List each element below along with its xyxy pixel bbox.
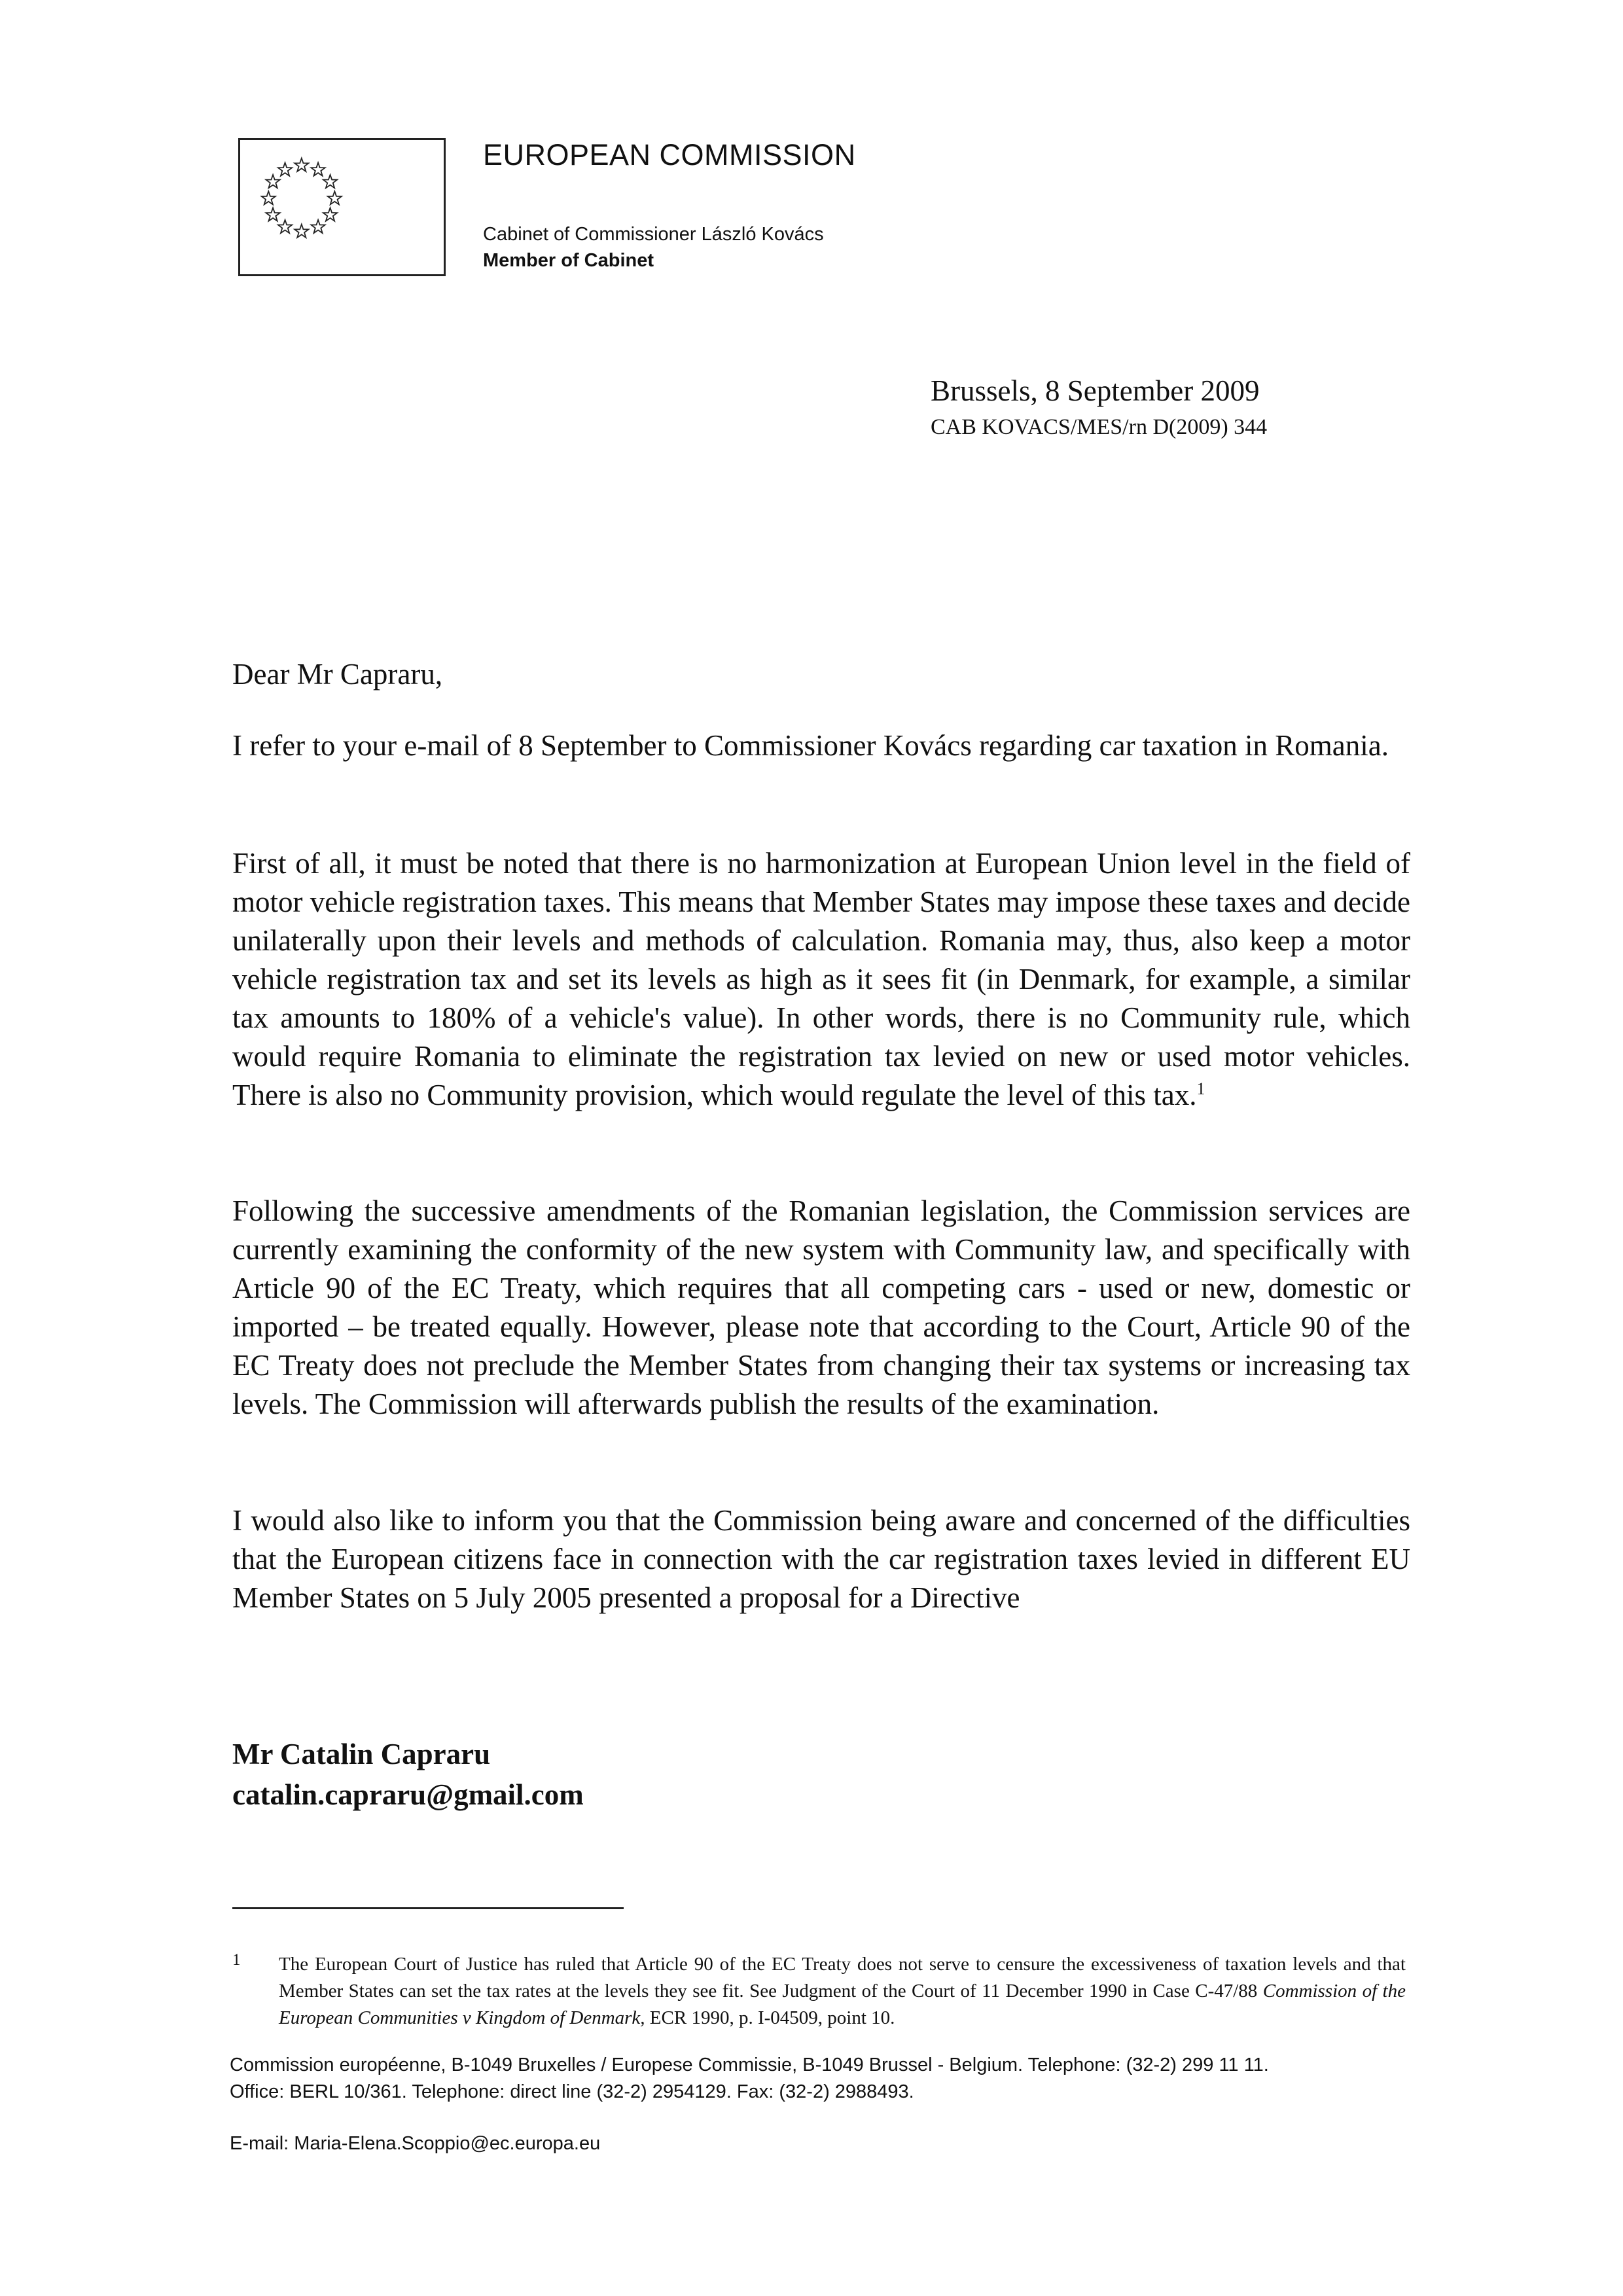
footnote-case-title: Commission of the European Communities v Kingdom of Denmark, [279, 1981, 1406, 2028]
footer-address-line: Commission européenne, B-1049 Bruxelles / Europese Commissie, B-1049 Brussel - Belgium. Telephone: (32-2) 299 11 11. [230, 2054, 1269, 2075]
place-and-date: Brussels, 8 September 2009 [931, 374, 1260, 407]
eu-star-circle-icon [238, 138, 446, 276]
star-icon [311, 162, 325, 175]
footer-office-line: Office: BERL 10/361. Telephone: direct line (32-2) 2954129. Fax: (32-2) 2988493. [230, 2081, 914, 2102]
star-icon [328, 191, 342, 204]
star-icon [266, 175, 279, 188]
paragraph-2 [232, 844, 1410, 1115]
salutation: Dear Mr Capraru, [232, 658, 443, 691]
footnote-divider [232, 1907, 624, 1909]
star-icon [278, 162, 292, 175]
paragraph-2-text: First of all, it must be noted that there is no harmonization at European Union level in the field of motor vehicle registration taxes. This means that Member States may impose these taxes and decide unilaterally upon their levels and methods of calculation. Romania may, thus, also keep a motor vehicle registration tax and set its levels as high as it sees fit (in Denmark, for example, a similar tax amounts to 180% of a vehicle's value). In other words, there is no Community rule, which would require Romania to eliminate the registration tax levied on new or used motor vehicles. There is also no Community provision, which would regulate the level of this tax. [232, 847, 1410, 1111]
footnote-text-part-1: The European Court of Justice has ruled that Article 90 of the EC Treaty does not serve to censure the excessiveness of taxation levels and that Member States can set the tax rates at the levels they see fit. See Judgment of the Court of 11 December 1990 in Case C-47/88 [279, 1954, 1406, 2001]
footnote-reference[interactable]: 1 [1196, 1079, 1205, 1098]
star-icon [323, 207, 337, 221]
recipient-name: Mr Catalin Capraru [232, 1738, 491, 1770]
star-icon [323, 175, 337, 188]
footnote-text [279, 1951, 1406, 2032]
paragraph-1-text: I refer to your e-mail of 8 September to Commissioner Kovács regarding car taxation in Romania. [232, 729, 1389, 762]
footnote-number: 1 [232, 1951, 241, 1969]
star-icon [278, 220, 292, 233]
paragraph-1 [232, 726, 1410, 765]
star-icon [294, 224, 308, 238]
footer-email-line: E-mail: Maria-Elena.Scoppio@ec.europa.eu [230, 2133, 601, 2154]
reference-number: CAB KOVACS/MES/rn D(2009) 344 [931, 415, 1268, 439]
star-icon [262, 191, 276, 204]
organization-name: EUROPEAN COMMISSION [483, 138, 856, 171]
star-icon [294, 158, 308, 171]
footnote-text-part-2: ECR 1990, p. I-04509, point 10. [645, 2007, 895, 2028]
paragraph-4-text: I would also like to inform you that the Commission being aware and concerned of the difficulties that the European citizens face in connection with the car registration taxes levied in different EU Member States on 5 July 2005 presented a proposal for a Directive [232, 1504, 1410, 1614]
star-icon [311, 220, 325, 233]
member-of-cabinet-line: Member of Cabinet [483, 250, 654, 271]
star-icon [266, 207, 279, 221]
cabinet-line: Cabinet of Commissioner László Kovács [483, 224, 824, 245]
paragraph-3-text: Following the successive amendments of the Romanian legislation, the Commission services are currently examining the conformity of the new system with Community law, and specifically with Article 90 of the EC Treaty, which requires that all competing cars - used or new, domestic or imported – be treated equally. However, please note that according to the Court, Article 90 of the EC Treaty does not preclude the Member States from changing their tax systems or increasing tax levels. The Commission will afterwards publish the results of the examination. [232, 1194, 1410, 1420]
paragraph-4 [232, 1501, 1410, 1617]
recipient-email: catalin.capraru@gmail.com [232, 1778, 584, 1811]
paragraph-3 [232, 1192, 1410, 1424]
eu-stars-graphic [240, 140, 444, 274]
